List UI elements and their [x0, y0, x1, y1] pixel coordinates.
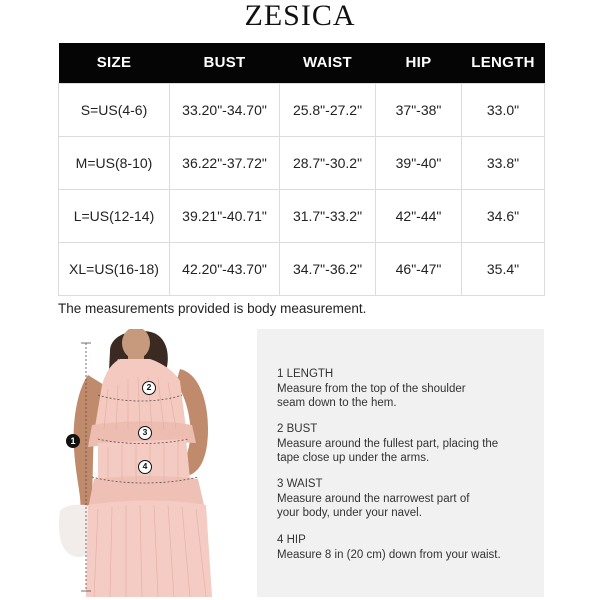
model-photo	[58, 329, 254, 597]
marker-length-label: 1	[70, 436, 76, 446]
guide-bust	[277, 422, 537, 466]
guide-bust-title: 2 BUST	[277, 423, 318, 435]
guide-hip-title: 4 HIP	[277, 534, 306, 546]
cell-length: 35.4"	[462, 242, 545, 295]
marker-waist	[138, 426, 152, 440]
header-size: SIZE	[59, 43, 170, 83]
marker-waist-label: 3	[142, 427, 148, 437]
marker-bust	[142, 381, 156, 395]
header-waist: WAIST	[280, 43, 376, 83]
guide-length-text: Measure from the top of the shoulder seam down to the hem.	[277, 382, 466, 409]
cell-hip: 42"-44"	[376, 189, 462, 242]
marker-length	[66, 434, 80, 448]
cell-waist: 28.7"-30.2"	[280, 136, 376, 189]
header-hip: HIP	[376, 43, 462, 83]
cell-hip: 39"-40"	[376, 136, 462, 189]
cell-length: 34.6"	[462, 189, 545, 242]
guide-length	[277, 367, 537, 411]
cell-bust: 42.20"-43.70"	[170, 242, 280, 295]
guide-waist-title: 3 WAIST	[277, 478, 323, 490]
measurement-note: The measurements provided is body measurement.	[58, 301, 367, 316]
cell-length: 33.0"	[462, 83, 545, 136]
cell-bust: 33.20"-34.70"	[170, 83, 280, 136]
table-row	[59, 189, 545, 242]
cell-waist: 31.7"-33.2"	[280, 189, 376, 242]
cell-length: 33.8"	[462, 136, 545, 189]
cell-waist: 25.8"-27.2"	[280, 83, 376, 136]
cell-bust: 39.21"-40.71"	[170, 189, 280, 242]
table-header-row	[59, 43, 545, 83]
header-bust: BUST	[170, 43, 280, 83]
guide-waist	[277, 477, 537, 521]
guide-hip-text: Measure 8 in (20 cm) down from your waist.	[277, 548, 501, 561]
guide-waist-text: Measure around the narrowest part of your body, under your navel.	[277, 492, 470, 519]
marker-bust-label: 2	[146, 382, 152, 392]
cell-waist: 34.7"-36.2"	[280, 242, 376, 295]
table-row	[59, 83, 545, 136]
cell-size: XL=US(16-18)	[59, 242, 170, 295]
table-row	[59, 136, 545, 189]
cell-size: L=US(12-14)	[59, 189, 170, 242]
size-chart-table	[58, 43, 545, 296]
marker-hip-label: 4	[142, 461, 148, 471]
guide-bust-text: Measure around the fullest part, placing the tape close up under the arms.	[277, 437, 499, 464]
measurement-guide-panel	[257, 329, 544, 597]
cell-bust: 36.22"-37.72"	[170, 136, 280, 189]
cell-size: M=US(8-10)	[59, 136, 170, 189]
brand-logo: ZESICA	[244, 0, 356, 32]
header-length: LENGTH	[462, 43, 545, 83]
guide-hip	[277, 533, 537, 562]
cell-hip: 37"-38"	[376, 83, 462, 136]
cell-size: S=US(4-6)	[59, 83, 170, 136]
table-row	[59, 242, 545, 295]
guide-length-title: 1 LENGTH	[277, 368, 334, 380]
marker-hip	[138, 460, 152, 474]
dress-illustration	[58, 329, 254, 597]
cell-hip: 46"-47"	[376, 242, 462, 295]
